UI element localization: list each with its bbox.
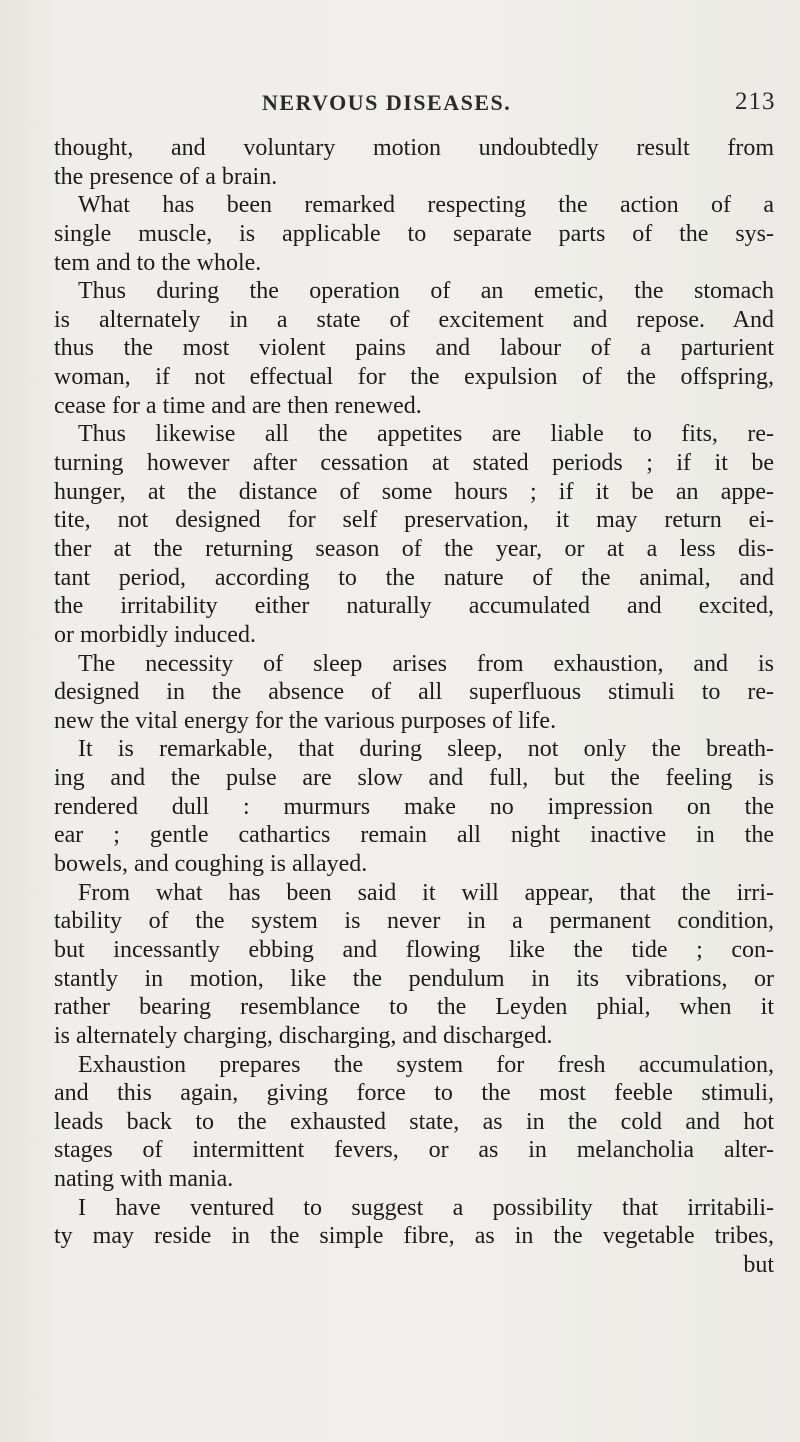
text-line: rather bearing resemblance to the Leyden phial, when it [54,994,774,1021]
text-line: or morbidly induced. [54,621,256,648]
text-line: but incessantly ebbing and flowing like the tide ; con- [54,936,774,963]
text-line: is alternately in a state of excitement and repose. And [54,306,774,333]
text-line: the presence of a brain. [54,163,278,190]
text-line: nating with mania. [54,1166,234,1193]
running-head [0,90,800,124]
page-number: 213 [735,88,776,115]
text-line: the irritability either naturally accumulated and excited, [54,593,774,620]
text-line: cease for a time and are then renewed. [54,392,422,419]
text-line: ty may reside in the simple fibre, as in the vegetable tribes, [54,1223,774,1250]
text-line: Exhaustion prepares the system for fresh accumulation, [78,1051,774,1078]
text-line: turning however after cessation at stated periods ; if it be [54,450,774,477]
text-line: What has been remarked respecting the action of a [78,192,774,219]
text-line: rendered dull : murmurs make no impression on the [54,793,774,820]
text-line: bowels, and coughing is allayed. [54,851,368,878]
text-line: single muscle, is applicable to separate parts of the sys- [54,220,774,247]
text-line: tem and to the whole. [54,249,262,276]
text-line: The necessity of sleep arises from exhaustion, and is [78,650,774,677]
body-text [54,134,774,1280]
text-line: but [743,1251,774,1278]
text-line: is alternately charging, discharging, and discharged. [54,1022,553,1049]
text-line: and this again, giving force to the most feeble stimuli, [54,1080,774,1107]
text-line: thus the most violent pains and labour of a parturient [54,335,774,362]
text-line: From what has been said it will appear, that the irri- [78,879,774,906]
text-line: I have ventured to suggest a possibility that irritabili- [78,1194,774,1221]
text-line: tant period, according to the nature of the animal, and [54,564,774,591]
text-line: hunger, at the distance of some hours ; if it be an appe- [54,478,774,505]
text-line: stantly in motion, like the pendulum in its vibrations, or [54,965,774,992]
text-line: ear ; gentle cathartics remain all night inactive in the [54,822,774,849]
text-line: tite, not designed for self preservation, it may return ei- [54,507,774,534]
text-line: designed in the absence of all superfluous stimuli to re- [54,679,774,706]
running-head-title: NERVOUS DISEASES. [262,90,512,115]
text-line: ther at the returning season of the year, or at a less dis- [54,535,774,562]
text-line: Thus during the operation of an emetic, the stomach [78,278,774,305]
text-line: ing and the pulse are slow and full, but the feeling is [54,765,774,792]
text-line: Thus likewise all the appetites are liable to fits, re- [78,421,774,448]
text-line: woman, if not effectual for the expulsion of the offspring, [54,364,774,391]
text-line: new the vital energy for the various purposes of life. [54,707,557,734]
text-line: thought, and voluntary motion undoubtedly result from [54,135,774,161]
text-line: stages of intermittent fevers, or as in melancholia alter- [54,1137,774,1164]
text-line: leads back to the exhausted state, as in the cold and hot [54,1108,774,1135]
text-line: It is remarkable, that during sleep, not only the breath- [78,736,774,763]
text-line: tability of the system is never in a permanent condition, [54,908,774,935]
